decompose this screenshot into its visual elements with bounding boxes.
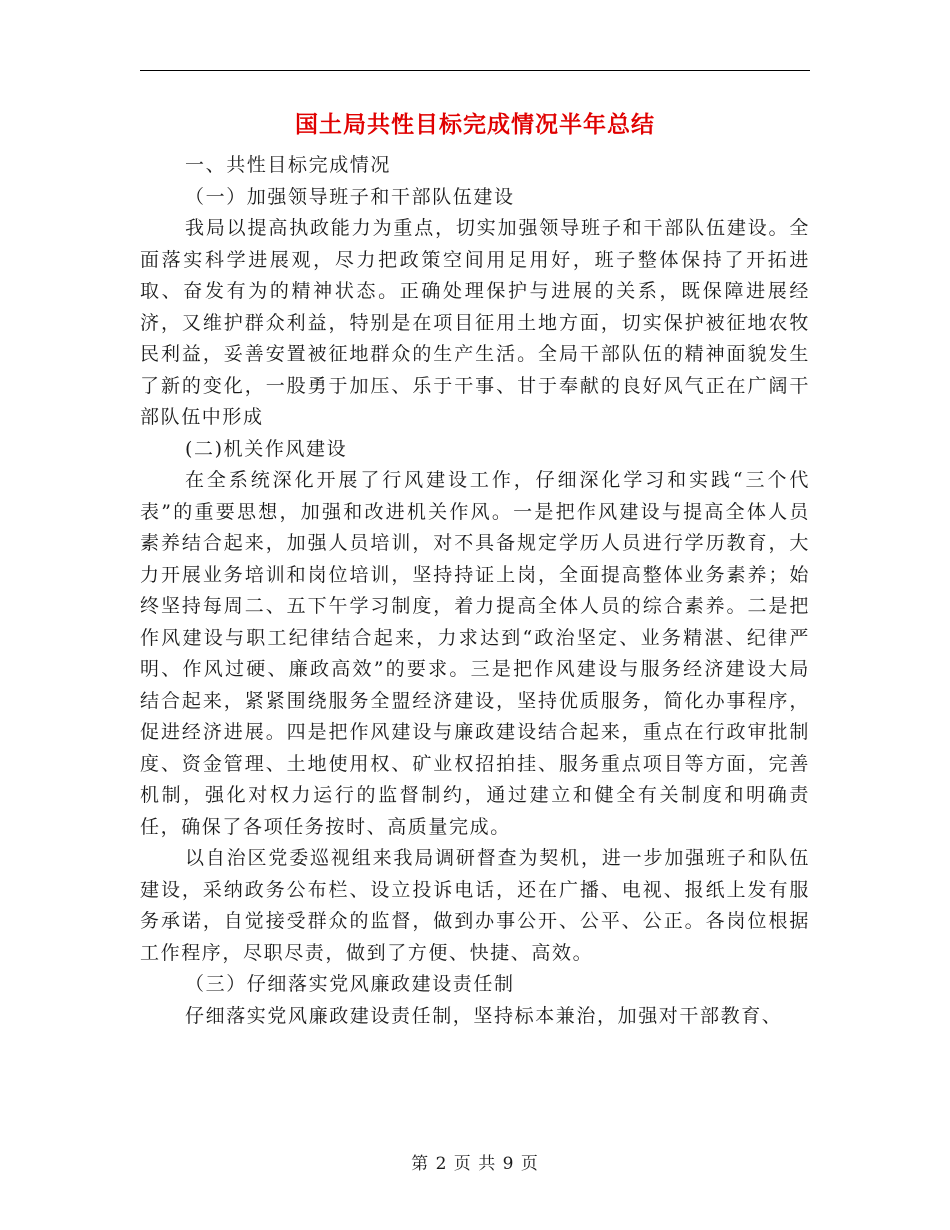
page-footer: 第 2 页 共 9 页 [411,1154,539,1174]
subsection-heading-1: （一）加强领导班子和干部队伍建设 [185,185,515,208]
document-title: 国土局共性目标完成情况半年总结 [295,112,655,138]
body-paragraph-3: 以自治区党委巡视组来我局调研督查为契机，进一步加强班子和队伍建设，采纳政务公布栏、设立投诉电话，还在广播、电视、报纸上发有服务承诺，自觉接受群众的监督，做到办事公开、公平、公正。各岗位根据工作程序，尽职尽责，做到了方便、快捷、高效。 [140,847,810,964]
section-heading-1: 一、共性目标完成情况 [185,154,392,176]
subsection-heading-3: （三）仔细落实党风廉政建设责任制 [185,973,515,995]
document-body [140,150,810,1032]
body-paragraph-1: 我局以提高执政能力为重点，切实加强领导班子和干部队伍建设。全面落实科学进展观，尽力把政策空间用足用好，班子整体保持了开拓进取、奋发有为的精神状态。正确处理保护与进展的关系，既保障进展经济，又维护群众利益，特别是在项目征用土地方面，切实保护被征地农牧民利益，妥善安置被征地群众的生产生活。全局干部队伍的精神面貌发生了新的变化，一股勇于加压、乐于干事、甘于奉献的良好风气正在广阔干部队伍中形成 [140,217,810,428]
subsection-heading-2: (二)机关作风建设 [185,437,348,460]
body-paragraph-2: 在全系统深化开展了行风建设工作，仔细深化学习和实践“三个代表”的重要思想，加强和改进机关作风。一是把作风建设与提高全体人员素养结合起来，加强人员培训，对不具备规定学历人员进行学历教育，大力开展业务培训和岗位培训，坚持持证上岗，全面提高整体业务素养；始终坚持每周二、五下午学习制度，着力提高全体人员的综合素养。二是把作风建设与职工纪律结合起来，力求达到“政治坚定、业务精湛、纪律严明、作风过硬、廉政高效”的要求。三是把作风建设与服务经济建设大局结合起来，紧紧围绕服务全盟经济建设，坚持优质服务，简化办事程序，促进经济进展。四是把作风建设与廉政建设结合起来，重点在行政审批制度、资金管理、土地使用权、矿业权招拍挂、服务重点项目等方面，完善机制，强化对权力运行的监督制约，通过建立和健全有关制度和明确责任，确保了各项任务按时、高质量完成。 [140,469,810,838]
body-paragraph-4: 仔细落实党风廉政建设责任制，坚持标本兼治，加强对干部教育、 [185,1004,783,1027]
header-rule [140,70,810,71]
